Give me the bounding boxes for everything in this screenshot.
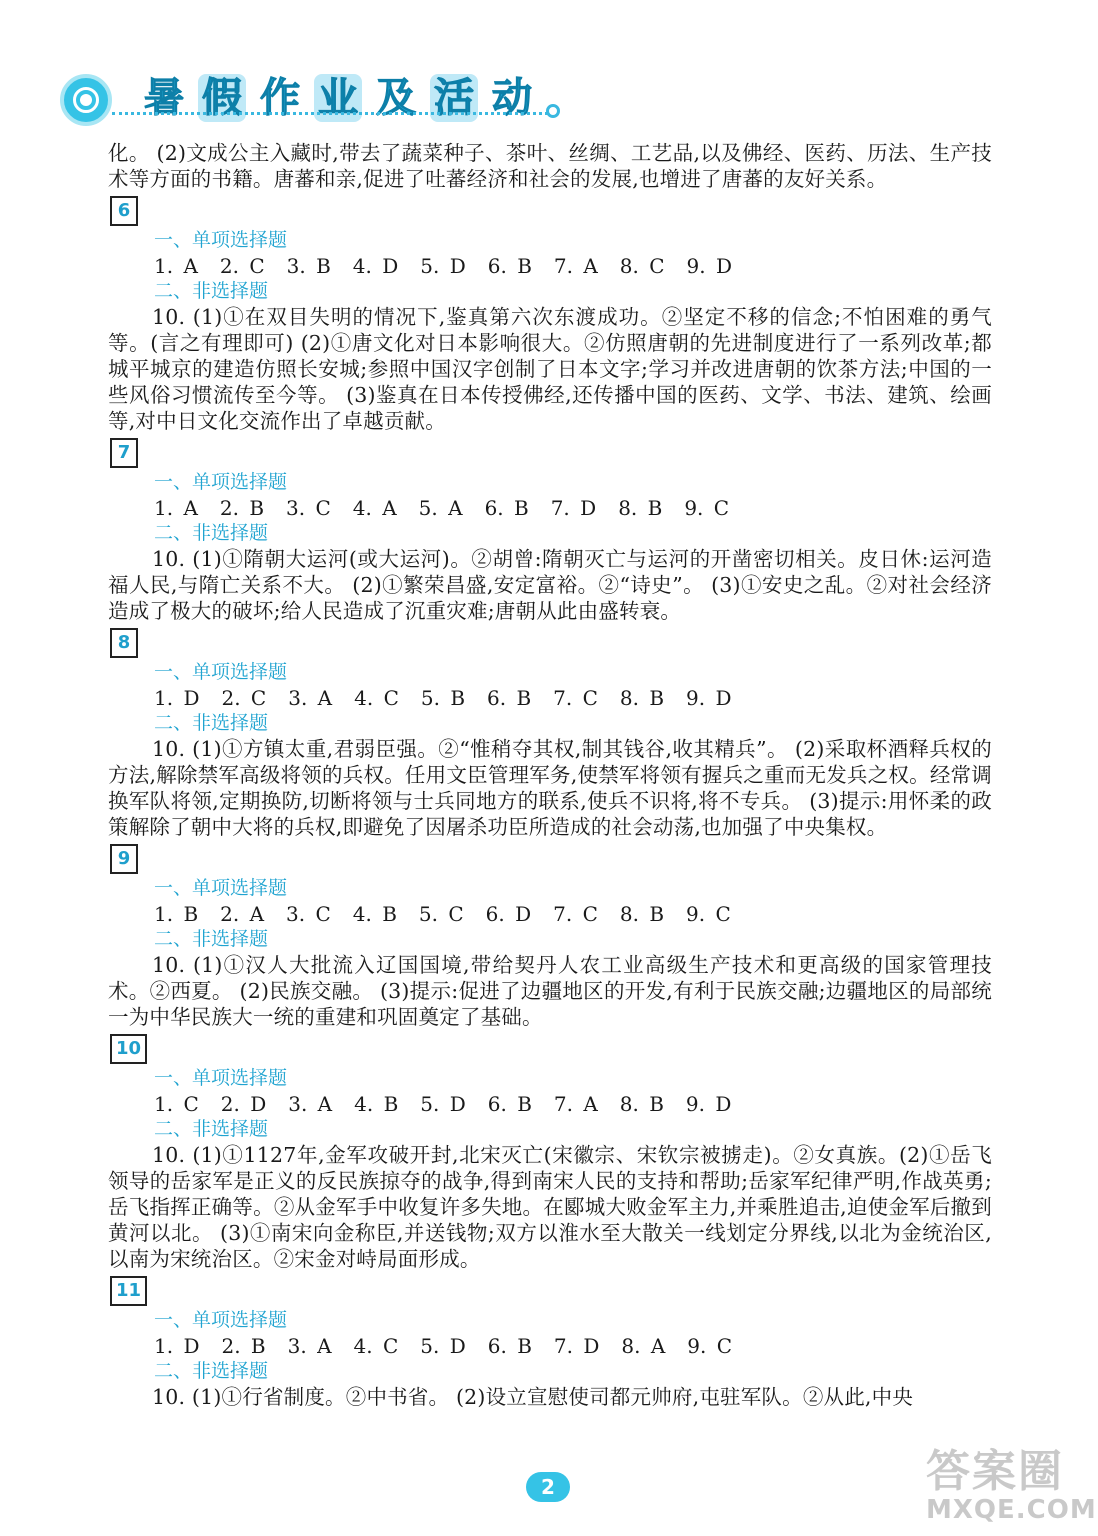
answer-item: 5. B <box>420 686 466 710</box>
answer-item: 6. B <box>484 496 529 520</box>
header-title <box>140 72 546 124</box>
answer-item: 8. A <box>621 1334 666 1358</box>
answer-item: 4. D <box>352 254 399 278</box>
title-char: 假 <box>198 74 246 122</box>
answer-item: 8. B <box>618 496 663 520</box>
answer-item: 1. A <box>154 496 198 520</box>
answer-item: 6. B <box>487 1092 532 1116</box>
answer-item: 9. C <box>686 902 731 926</box>
answer-item: 2. C <box>221 686 267 710</box>
section-heading-choice: 一、单项选择题 <box>154 877 288 899</box>
answer-item: 5. D <box>420 1334 466 1358</box>
answer-item: 8. C <box>619 254 665 278</box>
answer-item: 3. C <box>286 902 331 926</box>
answer-item: 3. A <box>287 1334 332 1358</box>
section-10 <box>108 1030 992 1272</box>
answer-item: 6. D <box>485 902 532 926</box>
answer-item: 3. A <box>288 1092 333 1116</box>
watermark-bottom-text: MXQE.COM <box>926 1495 1097 1525</box>
answer-item: 7. D <box>550 496 597 520</box>
answer-item: 1. D <box>154 686 200 710</box>
answer-item: 7. A <box>553 1092 598 1116</box>
answer-item: 9. D <box>685 1092 732 1116</box>
intro-paragraph: 化。 (2)文成公主入藏时,带去了蔬菜种子、茶叶、丝绸、工艺品,以及佛经、医药、历法、生产技术等方面的书籍。唐蕃和亲,促进了吐蕃经济和社会的发展,也增进了唐蕃的友好关系。 <box>108 141 992 191</box>
answer-item: 9. D <box>686 686 732 710</box>
answer-content <box>108 140 992 1410</box>
title-char: 及 <box>376 75 416 121</box>
answer-item: 8. B <box>619 1092 664 1116</box>
answer-item: 5. C <box>418 902 464 926</box>
answer-item: 4. B <box>352 902 397 926</box>
choice-answers <box>154 1091 992 1117</box>
answer-item: 2. D <box>220 1092 267 1116</box>
answer-item: 2. B <box>221 1334 266 1358</box>
page-header <box>0 0 1098 140</box>
answer-item: 1. A <box>154 254 198 278</box>
choice-answers <box>154 901 992 927</box>
page-number-badge: 2 <box>526 1472 570 1502</box>
answer-item: 8. B <box>619 902 665 926</box>
title-char: 动 <box>492 75 532 121</box>
choice-answers <box>154 685 992 711</box>
section-11 <box>108 1272 992 1410</box>
section-heading-choice: 一、单项选择题 <box>154 1309 288 1331</box>
title-char: 作 <box>260 75 300 121</box>
answer-item: 2. A <box>220 902 265 926</box>
target-circle-icon <box>60 74 112 126</box>
section-heading-nonchoice: 二、非选择题 <box>154 1118 269 1140</box>
answer-item: 4. B <box>354 1092 399 1116</box>
choice-answers <box>154 253 992 279</box>
answer-item: 4. C <box>354 686 399 710</box>
section-number-badge: 8 <box>110 628 138 658</box>
title-char: 暑 <box>144 75 184 121</box>
section-number-badge: 9 <box>110 844 138 874</box>
section-7 <box>108 434 992 624</box>
answer-item: 6. B <box>487 1334 532 1358</box>
section-heading-choice: 一、单项选择题 <box>154 1067 288 1089</box>
answer-item: 7. C <box>553 686 598 710</box>
section-heading-choice: 一、单项选择题 <box>154 661 288 683</box>
section-heading-choice: 一、单项选择题 <box>154 229 288 251</box>
answer-item: 1. C <box>154 1092 199 1116</box>
answer-item: 9. C <box>684 496 730 520</box>
section-heading-choice: 一、单项选择题 <box>154 471 288 493</box>
section-number-badge: 6 <box>110 196 138 226</box>
answer-item: 6. B <box>487 686 532 710</box>
section-heading-nonchoice: 二、非选择题 <box>154 712 269 734</box>
answer-item: 5. A <box>418 496 463 520</box>
section-heading-nonchoice: 二、非选择题 <box>154 522 269 544</box>
answer-item: 6. B <box>487 254 532 278</box>
section-answer-text: 10. (1)①在双目失明的情况下,鉴真第六次东渡成功。②坚定不移的信念;不怕困难的勇气等。(言之有理即可) (2)①唐文化对日本影响很大。②仿照唐朝的先进制度进行了一系列改革;都城平城京的建造仿照长安城;参照中国汉字创制了日本文字;学习并改进唐朝的饮茶方法;中国的一些风俗习惯流传至今等。 (3)鉴真在日本传授佛经,还传播中国的医药、文学、书法、建筑、绘画等,对中日文化交流作出了卓越贡献。 <box>108 305 992 433</box>
section-heading-nonchoice: 二、非选择题 <box>154 280 269 302</box>
section-number-badge: 10 <box>110 1034 147 1064</box>
answer-item: 4. C <box>353 1334 399 1358</box>
answer-item: 3. C <box>286 496 331 520</box>
watermark-top-text: 答案圈 <box>926 1446 1064 1497</box>
section-heading-nonchoice: 二、非选择题 <box>154 928 269 950</box>
answer-item: 1. D <box>154 1334 200 1358</box>
watermark-logo <box>926 1446 1097 1530</box>
answer-item: 2. C <box>219 254 265 278</box>
answer-item: 1. B <box>154 902 199 926</box>
answer-item: 5. D <box>420 254 466 278</box>
section-number-badge: 7 <box>110 438 138 468</box>
answer-item: 3. A <box>288 686 333 710</box>
answer-item: 2. B <box>219 496 265 520</box>
section-answer-text: 10. (1)①方镇太重,君弱臣强。②“惟稍夺其权,制其钱谷,收其精兵”。 (2)采取杯酒释兵权的方法,解除禁军高级将领的兵权。任用文臣管理军务,使禁军将领有握兵之重而无发兵之权。经常调换军队将领,定期换防,切断将领与士兵同地方的联系,使兵不识将,将不专兵。 (3)提示:用怀柔的政策解除了朝中大将的兵权,即避免了因屠杀功臣所造成的社会动荡,也加强了中央集权。 <box>108 737 992 839</box>
answer-item: 5. D <box>420 1092 466 1116</box>
title-char: 业 <box>314 74 362 122</box>
section-heading-nonchoice: 二、非选择题 <box>154 1360 269 1382</box>
section-answer-text: 10. (1)①1127年,金军攻破开封,北宋灭亡(宋徽宗、宋钦宗被掳走)。②女真族。(2)①岳飞领导的岳家军是正义的反民族掠夺的战争,得到南宋人民的支持和帮助;岳家军纪律严明,作战英勇;岳飞指挥正确等。②从金军手中收复许多失地。在郾城大败金军主力,并乘胜追击,迫使金军后撤到黄河以北。 (3)①南宋向金称臣,并送钱物;双方以淮水至大散关一线划定分界线,以北为金统治区,以南为宋统治区。②宋金对峙局面形成。 <box>108 1143 992 1271</box>
answer-item: 8. B <box>619 686 665 710</box>
answer-item: 7. A <box>553 254 598 278</box>
answer-item: 7. C <box>553 902 598 926</box>
section-9 <box>108 840 992 1030</box>
choice-answers <box>154 1333 992 1359</box>
header-dotted-divider <box>112 112 548 115</box>
answer-item: 9. D <box>686 254 733 278</box>
answer-item: 3. B <box>286 254 331 278</box>
choice-answers <box>154 495 992 521</box>
title-char: 活 <box>430 74 478 122</box>
answer-item: 9. C <box>687 1334 733 1358</box>
section-answer-text: 10. (1)①行省制度。②中书省。 (2)设立宣慰使司都元帅府,屯驻军队。②从此,中央 <box>152 1385 914 1409</box>
section-8 <box>108 624 992 840</box>
section-answer-text: 10. (1)①隋朝大运河(或大运河)。②胡曾:隋朝灭亡与运河的开凿密切相关。皮日休:运河造福人民,与隋亡关系不大。 (2)①繁荣昌盛,安定富裕。②“诗史”。 (3)①安史之乱。②对社会经济造成了极大的破坏;给人民造成了沉重灾难;唐朝从此由盛转衰。 <box>108 547 992 623</box>
section-6 <box>108 192 992 434</box>
section-answer-text: 10. (1)①汉人大批流入辽国国境,带给契丹人农工业高级生产技术和更高级的国家管理技术。②西夏。 (2)民族交融。 (3)提示:促进了边疆地区的开发,有利于民族交融;边疆地区的局部统一为中华民族大一统的重建和巩固奠定了基础。 <box>108 953 992 1029</box>
divider-end-circle-icon <box>546 104 560 118</box>
answer-item: 4. A <box>352 496 397 520</box>
answer-item: 7. D <box>553 1334 600 1358</box>
section-number-badge: 11 <box>110 1276 147 1306</box>
